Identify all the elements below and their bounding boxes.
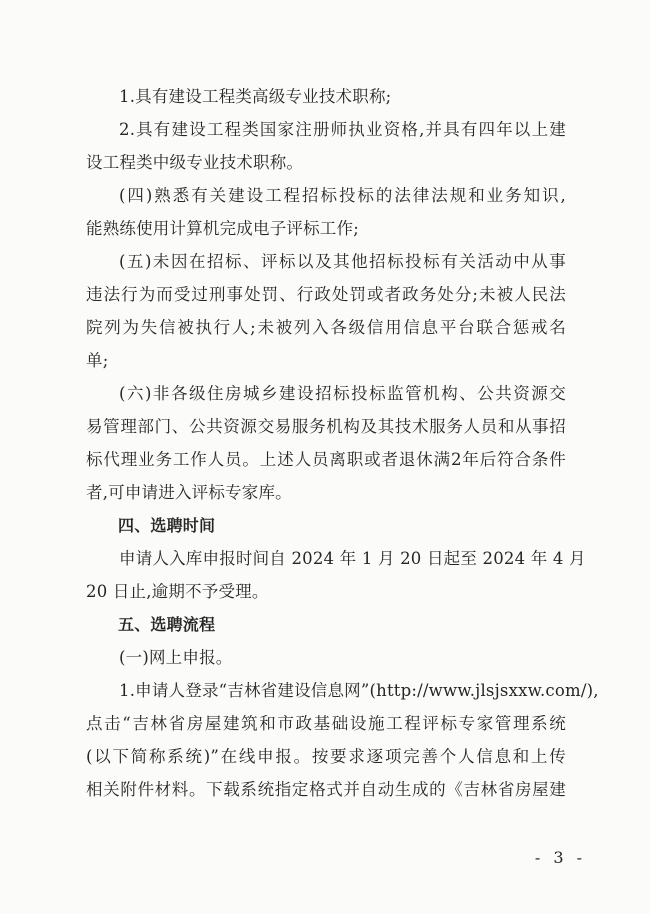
text-line: 申请人入库申报时间自 2024 年 1 月 20 日起至 2024 年 4 月 [119, 549, 586, 568]
text-line: (五)未因在招标、评标以及其他招标投标有关活动中从事 [119, 252, 566, 271]
text-line: 1.具有建设工程类高级专业技术职称; [119, 87, 392, 106]
text-line: 1.申请人登录“吉林省建设信息网”(http://www.jlsjsxxw.com/), [119, 681, 599, 700]
section-heading: 四、选聘时间 [118, 516, 216, 535]
text-line: 2.具有建设工程类国家注册师执业资格,并具有四年以上建 [119, 120, 566, 139]
text-line: 者,可申请进入评标专家库。 [86, 483, 292, 502]
text-line: (以下简称系统)”在线申报。按要求逐项完善个人信息和上传 [86, 747, 566, 766]
text-line: 单; [86, 351, 109, 370]
text-line: 点击“吉林省房屋建筑和市政基础设施工程评标专家管理系统 [86, 714, 566, 733]
section-heading: 五、选聘流程 [118, 615, 216, 634]
text-line: 违法行为而受过刑事处罚、行政处罚或者政务处分;未被人民法 [86, 285, 566, 304]
text-line: 能熟练使用计算机完成电子评标工作; [86, 219, 359, 238]
text-line: 相关附件材料。下载系统指定格式并自动生成的《吉林省房屋建 [86, 780, 566, 799]
text-line: 易管理部门、公共资源交易服务机构及其技术服务人员和从事招 [86, 417, 566, 436]
text-line: 设工程类中级专业技术职称。 [86, 153, 304, 172]
text-line: 标代理业务工作人员。上述人员离职或者退休满2年后符合条件 [86, 450, 566, 469]
document-body [86, 80, 599, 806]
text-line: 院列为失信被执行人;未被列入各级信用信息平台联合惩戒名 [86, 318, 566, 337]
text-line: 20 日止,逾期不予受理。 [86, 582, 269, 601]
page-number: - 3 - [534, 848, 586, 867]
text-line: (四)熟悉有关建设工程招标投标的法律法规和业务知识, [119, 186, 566, 205]
text-line: (六)非各级住房城乡建设招标投标监管机构、公共资源交 [119, 384, 566, 403]
text-line: (一)网上申报。 [119, 648, 233, 667]
